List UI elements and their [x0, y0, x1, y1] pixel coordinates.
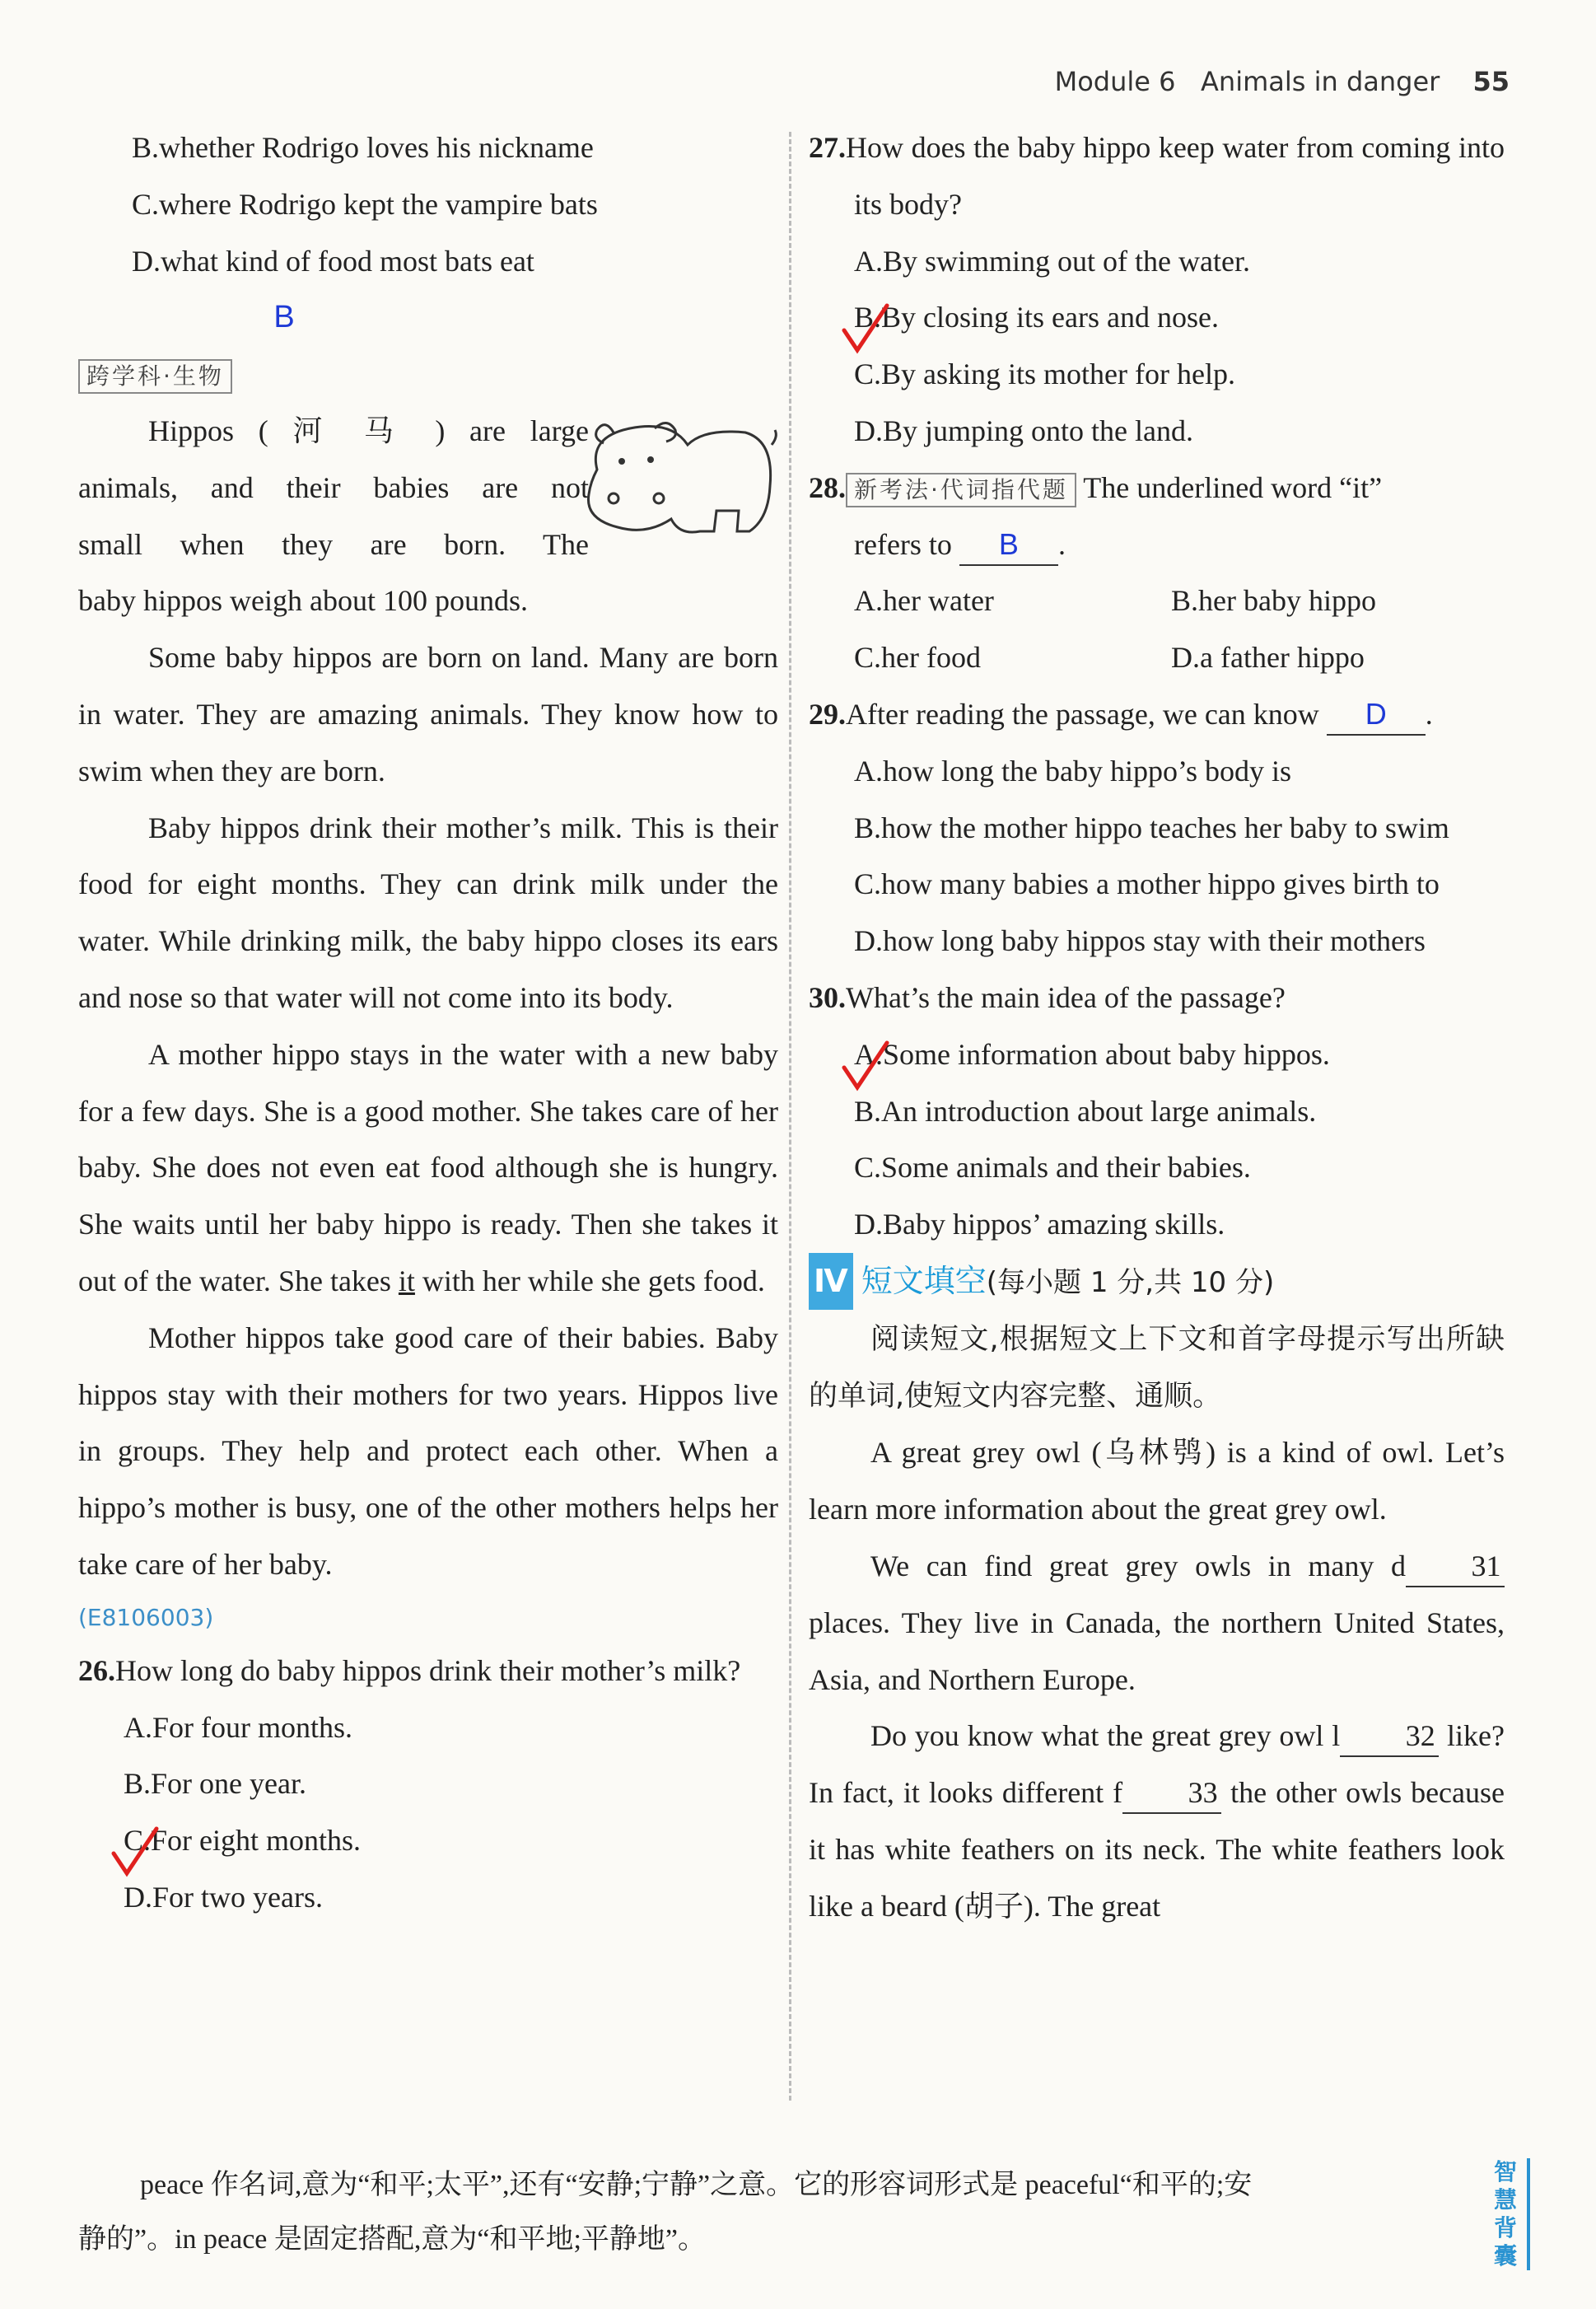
- passage-paragraph-2: Some baby hippos are born on land. Many are born in water. They are amazing animals. They know how to swim when they are born.: [78, 641, 778, 788]
- q27-option-d: D.By jumping onto the land.: [854, 414, 1193, 447]
- p1-line-2: animals, and their babies are not: [78, 470, 589, 504]
- q29-answer-blank: D: [1327, 694, 1426, 736]
- prev-option-c: C.where Rodrigo kept the vampire bats: [132, 187, 598, 221]
- blank-31[interactable]: 31: [1406, 1546, 1505, 1587]
- passage-paragraph-1: [78, 403, 589, 573]
- section-title: 短文填空: [861, 1262, 987, 1299]
- q30-text: What’s the main idea of the passage?: [846, 980, 1286, 1014]
- section-number: Ⅳ: [809, 1253, 853, 1310]
- right-column: [809, 119, 1505, 1935]
- underlined-it: it: [398, 1264, 415, 1297]
- blank-33[interactable]: 33: [1122, 1773, 1221, 1814]
- page-number: 55: [1472, 66, 1510, 97]
- passage-paragraph-4: A mother hippo stays in the water with a new baby for a few days. She is a good mother. She takes care of her baby. She does not even eat food although she is hungry. She waits until her baby hippo is ready. Then she takes it out of the water. She takes it with her while she gets food.: [78, 1037, 778, 1297]
- section-points: (每小题 1 分,共 10 分): [986, 1265, 1275, 1299]
- q28-answer-blank: B: [959, 525, 1058, 566]
- blank-32[interactable]: 32: [1340, 1716, 1439, 1757]
- q28-option-b: B.her baby hippo: [1171, 584, 1376, 618]
- prev-option-d: D.what kind of food most bats eat: [132, 244, 534, 278]
- q29-text: After reading the passage, we can know: [846, 697, 1319, 731]
- section-instruction: 阅读短文,根据短文上下文和首字母提示写出所缺的单词,使短文内容完整、通顺。: [809, 1322, 1505, 1413]
- tip-line-1: peace 作名词,意为“和平;太平”,还有“安静;宁静”之意。它的形容词形式是 peaceful“和平的;安: [140, 2170, 1253, 2200]
- owl-paragraph-2: We can find great grey owls in many d 31 places. They live in Canada, the northern United States, Asia, and Northern Europe.: [809, 1538, 1505, 1708]
- column-divider: [789, 132, 791, 2101]
- q30-option-c: C.Some animals and their babies.: [854, 1151, 1251, 1185]
- passage-paragraph-3: Baby hippos drink their mother’s milk. This is their food for eight months. They can drink milk under the water. While drinking milk, the baby hippo closes its ears and nose so that water will not come into its body.: [78, 811, 778, 1014]
- q26-option-b: B.For one year.: [124, 1767, 306, 1801]
- q30-option-d: D.Baby hippos’ amazing skills.: [854, 1208, 1225, 1241]
- question-28: 28. 新考法·代词指代题 The underlined word “it” refers to B . A.her water B.her baby hippo C.her food D.a father hippo: [809, 460, 1505, 686]
- tip-line-2: 静的”。in peace 是固定搭配,意为“和平地;平静地”。: [78, 2224, 707, 2255]
- owl-paragraph-3: Do you know what the great grey owl l 32 like? In fact, it looks different f 33 the other owls because it has white feathers on its neck. The white feathers look like a beard (胡子). The great: [809, 1708, 1505, 1934]
- q26-option-c: C.For eight months.: [78, 1812, 778, 1869]
- section-heading: [809, 1253, 1505, 1311]
- q28-option-a: A.her water: [854, 584, 994, 618]
- q29-option-b: B.how the mother hippo teaches her baby to swim: [854, 811, 1449, 844]
- question-27: 27.How does the baby hippo keep water from coming into its body? A.By swimming out of the water. B.By closing its ears and nose. C.By asking its mother for help. D.By jumping onto the land.: [809, 119, 1505, 460]
- q26-option-d: D.For two years.: [124, 1880, 323, 1914]
- q27-text: How does the baby hippo keep water from coming into its body?: [846, 131, 1505, 221]
- q29-option-a: A.how long the baby hippo’s body is: [854, 754, 1291, 788]
- q30-option-a: A.Some information about baby hippos.: [809, 1026, 1505, 1083]
- owl-paragraph-1: A great grey owl (乌林鸮) is a kind of owl. Let’s learn more information about the great grey owl.: [809, 1436, 1505, 1526]
- tip-footer: [78, 2158, 1437, 2267]
- question-code: (E8106003): [78, 1603, 214, 1631]
- q26-option-a: A.For four months.: [124, 1710, 352, 1744]
- q30-option-b: B.An introduction about large animals.: [854, 1094, 1317, 1128]
- p1-line-1: Hippos ( 河 马 ) are large: [148, 414, 589, 447]
- q27-option-a: A.By swimming out of the water.: [854, 244, 1250, 278]
- q28-tag: 新考法·代词指代题: [846, 473, 1076, 507]
- passage-paragraph-5: Mother hippos take good care of their babies. Baby hippos stay with their mothers for two years. Hippos live in groups. They help and protect each other. When a hippo’s mother is busy, one of the other mothers helps her take care of her baby.: [78, 1320, 778, 1581]
- q28-option-d: D.a father hippo: [1171, 641, 1365, 675]
- module-label: Module 6: [1054, 66, 1176, 97]
- question-30: 30.What’s the main idea of the passage? A.Some information about baby hippos. B.An introduction about large animals. C.Some animals and their babies. D.Baby hippos’ amazing skills.: [809, 970, 1505, 1253]
- prev-option-b: B.whether Rodrigo loves his nickname: [132, 131, 594, 164]
- q28-option-c: C.her food: [854, 641, 981, 675]
- q29-option-c: C.how many babies a mother hippo gives birth to: [854, 867, 1440, 901]
- prev-handwritten-answer: B: [273, 300, 295, 335]
- q27-option-c: C.By asking its mother for help.: [854, 358, 1235, 391]
- p1-line-3: small when they are born. The: [78, 527, 589, 561]
- q29-option-d: D.how long baby hippos stay with their mothers: [854, 924, 1426, 958]
- wisdom-bag-label: 智 慧 背 囊: [1489, 2158, 1530, 2270]
- page-header: [1055, 66, 1510, 97]
- q27-option-b: B.By closing its ears and nose.: [809, 289, 1505, 346]
- left-column: [78, 119, 778, 1926]
- hippo-illustration: [581, 412, 782, 544]
- question-29: 29.After reading the passage, we can know D . A.how long the baby hippo’s body is B.how the mother hippo teaches her baby to swim C.how many babies a mother hippo gives birth to D.how long baby hippos stay with their mothers: [809, 686, 1505, 970]
- module-title: Animals in danger: [1201, 66, 1440, 97]
- question-26: 26.How long do baby hippos drink their mother’s milk? A.For four months. B.For one year. C.For eight months. D.For two years.: [78, 1643, 778, 1926]
- p1-line-4: baby hippos weigh about 100 pounds.: [78, 584, 528, 618]
- q26-text: How long do baby hippos drink their mother’s milk?: [115, 1653, 741, 1687]
- subject-tag: 跨学科·生物: [78, 359, 232, 394]
